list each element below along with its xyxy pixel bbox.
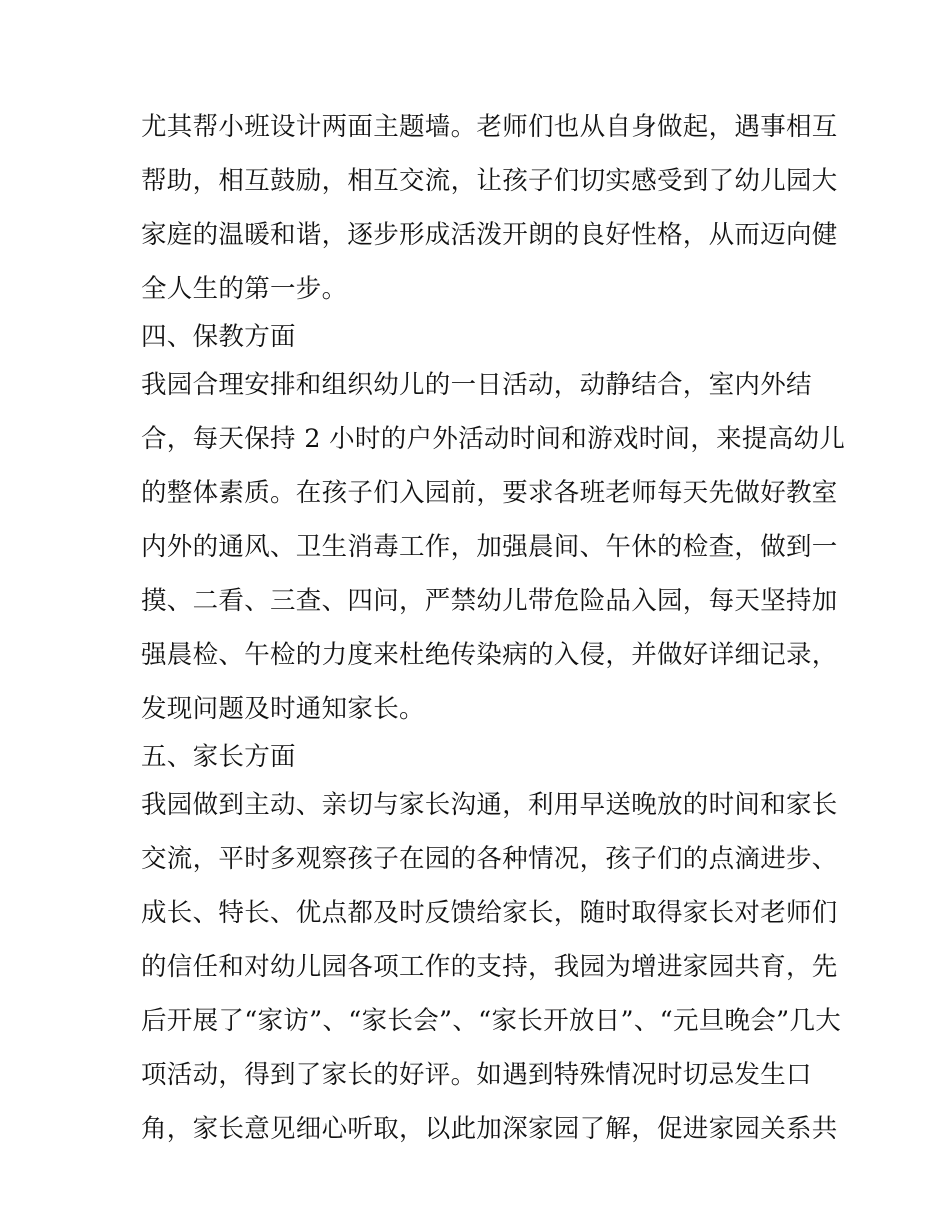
- text-line: 的整体素质。在孩子们入园前，要求各班老师每天先做好教室: [141, 478, 838, 508]
- text-line: 发现问题及时通知家长。: [141, 694, 425, 724]
- text-line: 尤其帮小班设计两面主题墙。老师们也从自身做起，遇事相互: [141, 112, 838, 142]
- text-line: 角，家长意见细心听取，以此加深家园了解，促进家园关系共: [141, 1114, 838, 1144]
- text-line: 全人生的第一步。: [141, 274, 348, 304]
- text-line: 项活动，得到了家长的好评。如遇到特殊情况时切忌发生口: [141, 1060, 812, 1090]
- text-line: 合，每天保持 2 小时的户外活动时间和游戏时间，来提高幼儿: [141, 424, 846, 454]
- section-heading: 四、保教方面: [141, 322, 296, 352]
- text-line: 家庭的温暖和谐，逐步形成活泼开朗的良好性格，从而迈向健: [141, 220, 838, 250]
- text-line: 成长、特长、优点都及时反馈给家长，随时取得家长对老师们: [141, 898, 838, 928]
- text-line: 内外的通风、卫生消毒工作，加强晨间、午休的检查，做到一: [141, 532, 838, 562]
- section-heading: 五、家长方面: [141, 742, 296, 772]
- text-line: 强晨检、午检的力度来杜绝传染病的入侵，并做好详细记录，: [141, 640, 838, 670]
- text-line: 我园合理安排和组织幼儿的一日活动，动静结合，室内外结: [141, 370, 812, 400]
- text-line: 帮助，相互鼓励，相互交流，让孩子们切实感受到了幼儿园大: [141, 166, 838, 196]
- text-line: 交流，平时多观察孩子在园的各种情况，孩子们的点滴进步、: [141, 844, 838, 874]
- text-line: 摸、二看、三查、四问，严禁幼儿带危险品入园，每天坚持加: [141, 586, 838, 616]
- text-line: 的信任和对幼儿园各项工作的支持，我园为增进家园共育，先: [141, 952, 838, 982]
- text-line: 后开展了“家访”、“家长会”、“家长开放日”、“元旦晚会”几大: [141, 1006, 842, 1036]
- text-line: 我园做到主动、亲切与家长沟通，利用早送晚放的时间和家长: [141, 790, 838, 820]
